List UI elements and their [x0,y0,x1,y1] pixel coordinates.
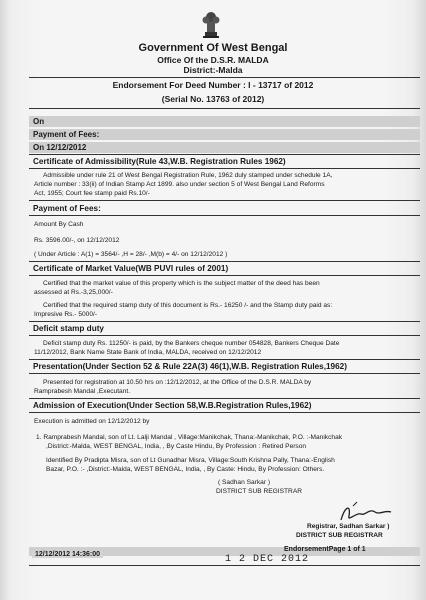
signatory-name: ( Sadhan Sarkar ) [218,479,271,486]
execution-admitted: Execution is admitted on 12/12/2012 by [34,418,150,425]
identifier-line-1: Identified By Pradipta Misra, son of Lt Gunadhar Misra, Village:South Krishna Pally, Thana:-English [46,457,335,464]
deficit-line-2: 11/12/2012, Bank Name State Bank of India, MALDA, received on 12/12/2012 [34,349,262,356]
divider [29,261,420,262]
divider [29,412,420,413]
registrar-title: DISTRICT SUB REGISTRAR [296,532,383,539]
divider [29,154,420,155]
presentation-heading: Presentation(Under Section 52 & Rule 22A(3) 46(1),W.B. Registration Rules,1962) [33,362,347,371]
admissibility-line-1: Admissible under rule 21 of West Bengal Registration Rule, 1962 duly stamped under schedule 1A, [43,172,333,179]
divider [29,215,420,216]
district-name: District:-Malda [183,65,243,75]
endorsement-page: EndorsementPage 1 of 1 [284,546,366,553]
market-value-line-3: Certified that the required stamp duty of this document is Rs.- 16250 /- and the Stamp duty paid as: [43,302,333,309]
signatory-title: DISTRICT SUB REGISTRAR [216,488,302,495]
admissibility-line-2: Article number : 33(ii) of Indian Stamp Act 1899. also under section 5 of West Bengal Land Reforms [34,181,325,188]
article-breakdown: ( Under Article : A(1) = 3564/- ,H = 28/- ,M(b) = 4/- on 12/12/2012 ) [34,251,228,258]
amount-value: Rs. 3596.00/-, on 12/12/2012 [34,237,120,244]
divider [29,275,420,276]
admissibility-heading: Certificate of Admissibility(Rule 43,W.B. Registration Rules 1962) [33,157,286,166]
divider [29,200,420,201]
payment-heading: Payment of Fees: [33,204,101,213]
admissibility-line-3: Act, 1955; Court fee stamp paid Rs.10/- [34,190,150,197]
deficit-heading: Deficit stamp duty [33,324,104,333]
presentation-line-1: Presented for registration at 10.50 hrs on :12/12/2012, at the Office of the D.S.R. MALDA by [43,379,312,386]
on-date-bar: On 12/12/2012 [29,142,420,153]
divider [29,398,420,399]
divider [29,168,420,169]
date-stamp: 1 2 DEC 2012 [225,554,310,565]
divider [29,335,420,336]
state-emblem-icon [196,10,226,40]
divider [29,565,420,566]
market-value-heading: Certificate of Market Value(WB PUVI rules of 2001) [33,264,229,273]
registrar-name: Registrar, Sadhan Sarkar ) [307,523,390,530]
timestamp: 12/12/2012 14:36:00 [32,551,103,558]
market-value-line-1: Certified that the market value of this property which is the subject matter of the deed has been [43,280,320,287]
divider [29,108,420,109]
serial-number: (Serial No. 13763 of 2012) [161,94,265,104]
execution-heading: Admission of Execution(Under Section 58,W.B.Registration Rules,1962) [33,401,312,410]
on-bar: On [29,116,420,127]
divider [29,77,420,78]
divider [29,321,420,322]
market-value-line-2: assessed at Rs.-3,25,000/- [34,289,113,296]
presentation-line-2: Ramprabesh Mandal ,Executant. [34,388,131,395]
payment-fees-bar: Payment of Fees: [29,129,420,140]
deficit-line-1: Deficit stamp duty Rs. 11250/- is paid, by the Bankers cheque number 054828, Bankers Cheque Date [43,340,340,347]
divider [29,373,420,374]
executant-line-2: ,District:-Malda, WEST BENGAL, India, , By Caste Hindu, By Profession : Retired Person [46,443,307,450]
amount-by-cash: Amount By Cash [34,221,84,228]
executant-line-1: 1. Ramprabesh Mandal, son of Lt. Lalji Mandal , Village:Manikchak, Thana:-Manikchak, P.O. :-Manikchak [36,434,343,441]
market-value-line-4: Impresive Rs.- 5000/- [34,311,98,318]
identifier-line-2: Bazar, P.O. :- ,District:-Malda, WEST BENGAL, India, , By Caste: Hindu, By Profession: Others. [46,466,325,473]
divider [29,359,420,360]
endorsement-title: Endorsement For Deed Number : I - 13717 of 2012 [112,80,314,90]
office-name: Office Of the D.S.R. MALDA [157,55,269,65]
government-title: Government Of West Bengal [138,42,288,54]
